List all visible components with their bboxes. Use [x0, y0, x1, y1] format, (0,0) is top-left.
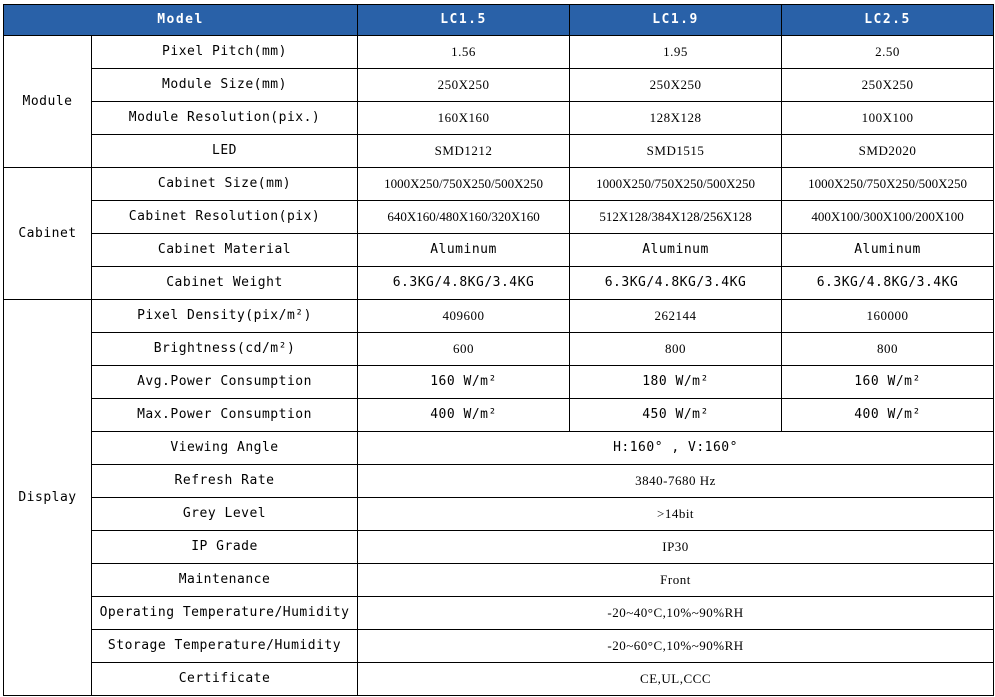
table-row: [4, 201, 994, 234]
table-row: [4, 630, 994, 663]
cell-value: Aluminum: [358, 234, 570, 267]
cell-value: 800: [782, 333, 994, 366]
header-model-lc2-5: LC2.5: [782, 5, 994, 36]
table-row: [4, 135, 994, 168]
cell-value: H:160° , V:160°: [358, 432, 994, 465]
row-label: Storage Temperature/Humidity: [92, 630, 358, 663]
cell-value: 800: [570, 333, 782, 366]
table-row: [4, 300, 994, 333]
cell-value: 6.3KG/4.8KG/3.4KG: [782, 267, 994, 300]
cell-value: SMD1515: [570, 135, 782, 168]
cell-value: 160 W/m²: [358, 366, 570, 399]
table-row: [4, 36, 994, 69]
header-model: Model: [4, 5, 358, 36]
cell-value: 3840-7680 Hz: [358, 465, 994, 498]
table-row: [4, 432, 994, 465]
cell-value: 400 W/m²: [358, 399, 570, 432]
table-row: [4, 399, 994, 432]
group-module: Module: [4, 36, 92, 168]
cell-value: 100X100: [782, 102, 994, 135]
table-row: [4, 168, 994, 201]
cell-value: 1000X250/750X250/500X250: [358, 168, 570, 201]
row-label: Pixel Density(pix/m²): [92, 300, 358, 333]
cell-value: -20~40°C,10%~90%RH: [358, 597, 994, 630]
cell-value: 262144: [570, 300, 782, 333]
row-label: Grey Level: [92, 498, 358, 531]
cell-value: 400X100/300X100/200X100: [782, 201, 994, 234]
cell-value: 250X250: [358, 69, 570, 102]
cell-value: CE,UL,CCC: [358, 663, 994, 696]
cell-value: IP30: [358, 531, 994, 564]
table-row: [4, 498, 994, 531]
cell-value: 160000: [782, 300, 994, 333]
spec-table: [3, 4, 994, 696]
header-row: [4, 5, 994, 36]
table-row: [4, 531, 994, 564]
cell-value: 640X160/480X160/320X160: [358, 201, 570, 234]
cell-value: 180 W/m²: [570, 366, 782, 399]
cell-value: 400 W/m²: [782, 399, 994, 432]
row-label: Module Resolution(pix.): [92, 102, 358, 135]
table-row: [4, 366, 994, 399]
cell-value: 160X160: [358, 102, 570, 135]
table-row: [4, 102, 994, 135]
row-label: Cabinet Resolution(pix): [92, 201, 358, 234]
cell-value: 409600: [358, 300, 570, 333]
cell-value: 6.3KG/4.8KG/3.4KG: [358, 267, 570, 300]
table-row: [4, 465, 994, 498]
table-row: [4, 234, 994, 267]
cell-value: 600: [358, 333, 570, 366]
row-label: LED: [92, 135, 358, 168]
cell-value: -20~60°C,10%~90%RH: [358, 630, 994, 663]
row-label: IP Grade: [92, 531, 358, 564]
row-label: Pixel Pitch(mm): [92, 36, 358, 69]
cell-value: 1000X250/750X250/500X250: [782, 168, 994, 201]
table-row: [4, 564, 994, 597]
row-label: Module Size(mm): [92, 69, 358, 102]
table-row: [4, 333, 994, 366]
row-label: Refresh Rate: [92, 465, 358, 498]
cell-value: Aluminum: [570, 234, 782, 267]
group-display: Display: [4, 300, 92, 696]
cell-value: 450 W/m²: [570, 399, 782, 432]
cell-value: 250X250: [570, 69, 782, 102]
header-model-lc1-9: LC1.9: [570, 5, 782, 36]
row-label: Cabinet Weight: [92, 267, 358, 300]
table-row: [4, 663, 994, 696]
cell-value: 2.50: [782, 36, 994, 69]
table-row: [4, 597, 994, 630]
table-row: [4, 69, 994, 102]
group-cabinet: Cabinet: [4, 168, 92, 300]
row-label: Certificate: [92, 663, 358, 696]
cell-value: Aluminum: [782, 234, 994, 267]
cell-value: 128X128: [570, 102, 782, 135]
cell-value: 512X128/384X128/256X128: [570, 201, 782, 234]
row-label: Avg.Power Consumption: [92, 366, 358, 399]
cell-value: 1000X250/750X250/500X250: [570, 168, 782, 201]
cell-value: SMD2020: [782, 135, 994, 168]
table-row: [4, 267, 994, 300]
row-label: Cabinet Material: [92, 234, 358, 267]
cell-value: 6.3KG/4.8KG/3.4KG: [570, 267, 782, 300]
cell-value: 250X250: [782, 69, 994, 102]
row-label: Cabinet Size(mm): [92, 168, 358, 201]
row-label: Viewing Angle: [92, 432, 358, 465]
cell-value: 160 W/m²: [782, 366, 994, 399]
cell-value: 1.56: [358, 36, 570, 69]
row-label: Max.Power Consumption: [92, 399, 358, 432]
cell-value: Front: [358, 564, 994, 597]
row-label: Maintenance: [92, 564, 358, 597]
cell-value: 1.95: [570, 36, 782, 69]
cell-value: SMD1212: [358, 135, 570, 168]
row-label: Brightness(cd/m²): [92, 333, 358, 366]
row-label: Operating Temperature/Humidity: [92, 597, 358, 630]
cell-value: >14bit: [358, 498, 994, 531]
header-model-lc1-5: LC1.5: [358, 5, 570, 36]
